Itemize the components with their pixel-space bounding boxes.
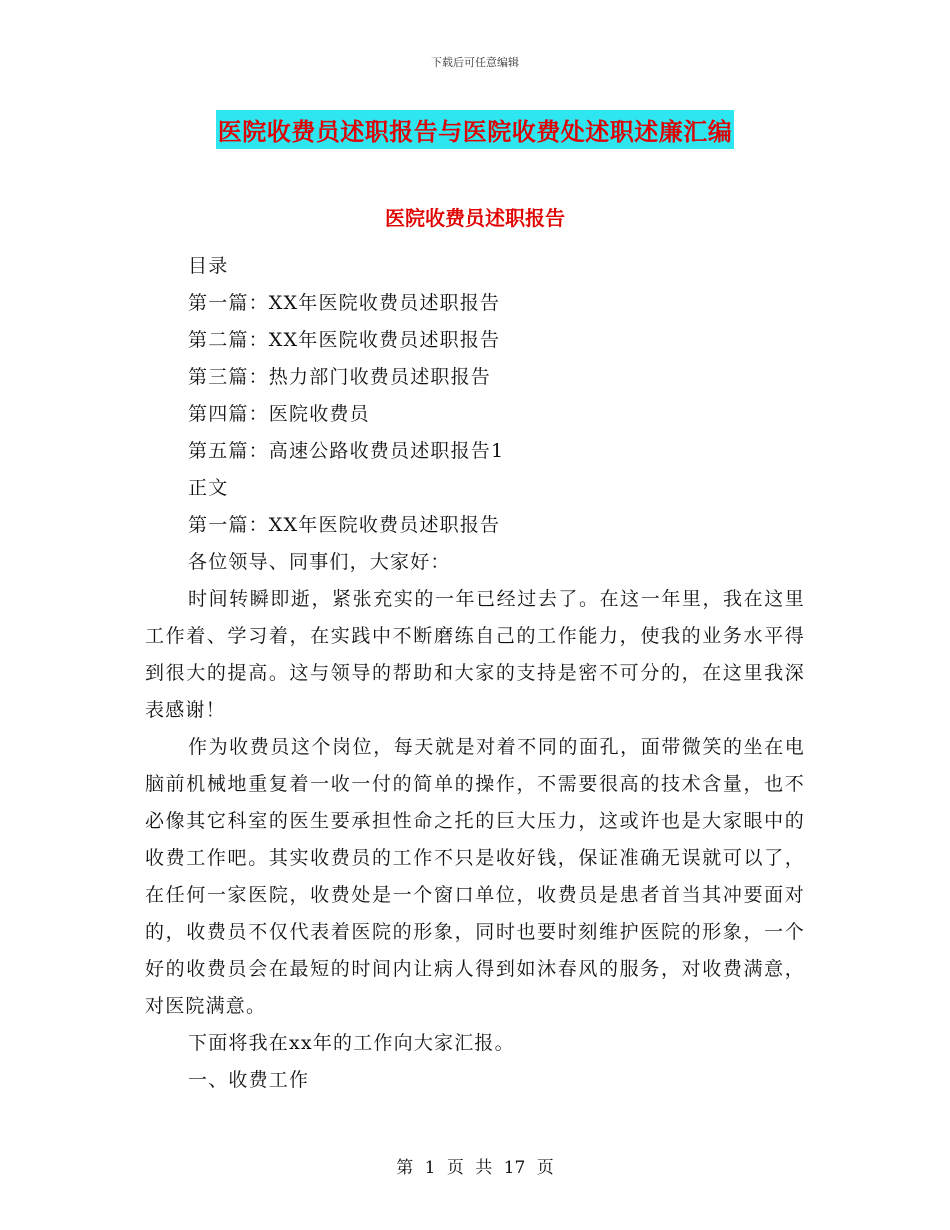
toc-item: 第四篇：医院收费员	[188, 403, 370, 425]
body-heading: 正文	[188, 477, 229, 499]
document-body	[145, 248, 805, 1099]
page-number: 第 1 页 共 17 页	[396, 1158, 554, 1178]
section-heading: 一、收费工作	[188, 1069, 310, 1091]
article-title: 第一篇：XX年医院收费员述职报告	[188, 514, 501, 536]
body-paragraph: 作为收费员这个岗位，每天就是对着不同的面孔，面带微笑的坐在电脑前机械地重复着一收一付的简单的操作，不需要很高的技术含量，也不必像其它科室的医生要承担性命之托的巨大压力，这或许也是大家眼中的收费工作吧。其实收费员的工作不只是收好钱，保证准确无误就可以了，在任何一家医院，收费处是一个窗口单位，收费员是患者首当其冲要面对的，收费员不仅代表着医院的形象，同时也要时刻维护医院的形象，一个好的收费员会在最短的时间内让病人得到如沐春风的服务，对收费满意，对医院满意。	[145, 736, 805, 1017]
toc-heading: 目录	[188, 255, 229, 277]
body-paragraph: 下面将我在xx年的工作向大家汇报。	[188, 1032, 515, 1054]
greeting: 各位领导、同事们，大家好：	[188, 551, 451, 573]
toc-item: 第二篇：XX年医院收费员述职报告	[188, 329, 501, 351]
page-header-note: 下载后可任意编辑	[431, 56, 519, 69]
toc-item: 第一篇：XX年医院收费员述职报告	[188, 292, 501, 314]
section-title: 医院收费员述职报告	[385, 206, 565, 230]
toc-item: 第五篇：高速公路收费员述职报告1	[188, 440, 505, 462]
body-paragraph: 时间转瞬即逝，紧张充实的一年已经过去了。在这一年里，我在这里工作着、学习着，在实践中不断磨练自己的工作能力，使我的业务水平得到很大的提高。这与领导的帮助和大家的支持是密不可分的，在这里我深表感谢！	[145, 588, 805, 721]
toc-item: 第三篇：热力部门收费员述职报告	[188, 366, 492, 388]
document-title-text: 医院收费员述职报告与医院收费处述职述廉汇编	[216, 110, 735, 149]
document-title	[0, 110, 950, 149]
